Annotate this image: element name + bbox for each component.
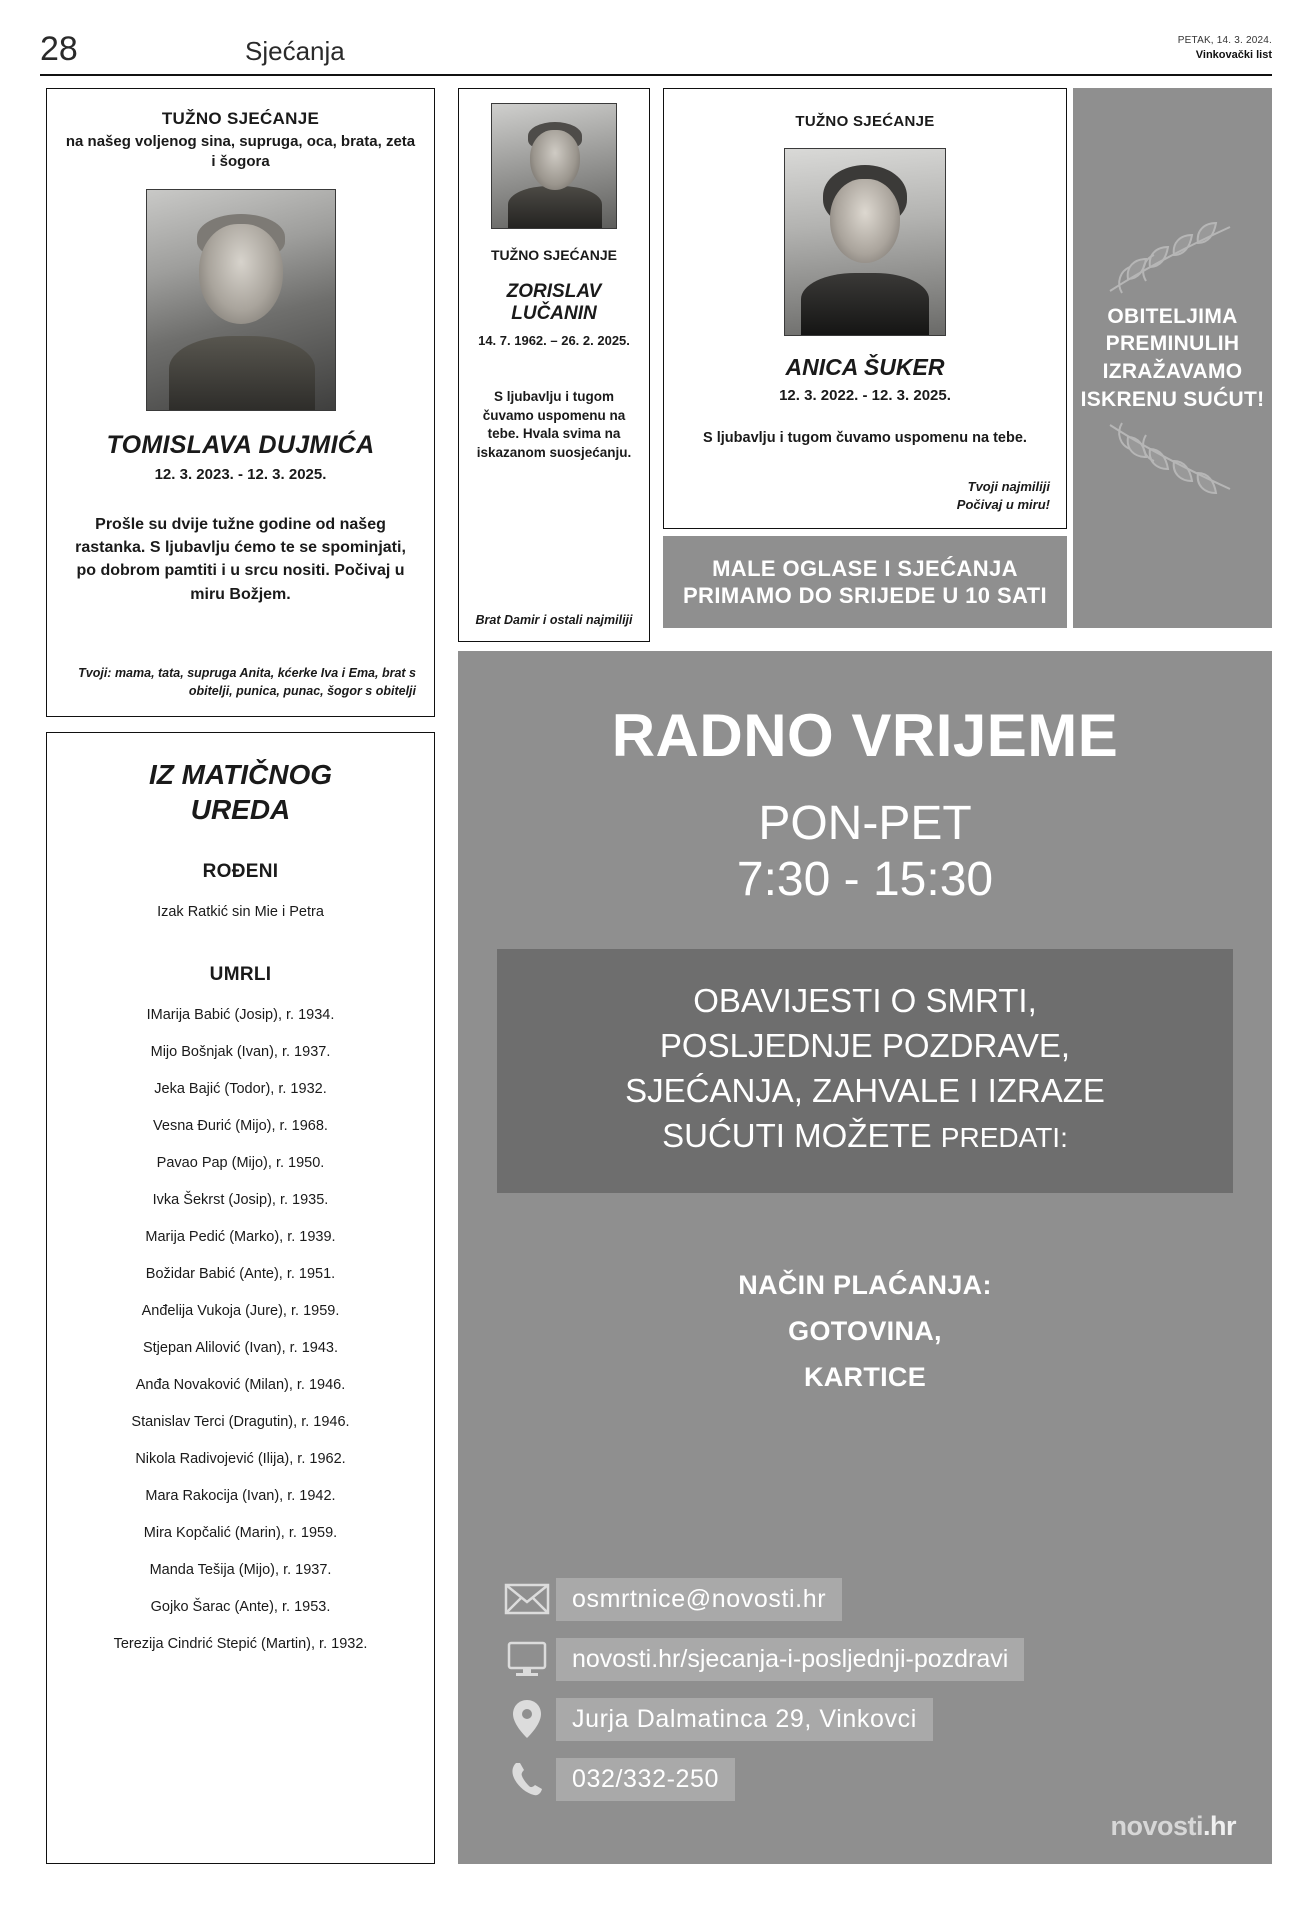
contact-row-website	[498, 1636, 1232, 1682]
deceased-dates: 12. 3. 2022. - 12. 3. 2025.	[779, 387, 951, 404]
header-meta	[1178, 34, 1272, 62]
laurel-branch-icon	[1098, 213, 1248, 303]
ad-notice-box	[497, 949, 1233, 1193]
list-item: Marija Pedić (Marko), r. 1939.	[145, 1229, 336, 1245]
ad-notice-line-4b: PREDATI:	[940, 1121, 1068, 1153]
ad-notice-line-1: OBAVIJESTI O SMRTI,	[693, 982, 1037, 1020]
list-item: Jeka Bajić (Todor), r. 1932.	[154, 1081, 327, 1097]
contact-phone[interactable]: 032/332-250	[556, 1758, 735, 1801]
obituary-text: S ljubavlju i tugom čuvamo uspomenu na tebe.	[703, 430, 1027, 446]
contact-address[interactable]: Jurja Dalmatinca 29, Vinkovci	[556, 1698, 933, 1741]
condolence-line-1: OBITELJIMA	[1107, 304, 1238, 328]
contact-row-email	[498, 1576, 1232, 1622]
portrait-photo	[146, 189, 336, 411]
header-divider	[40, 74, 1272, 76]
deceased-name	[471, 281, 637, 325]
obituary-heading: TUŽNO SJEĆANJE	[161, 109, 320, 128]
location-pin-icon	[498, 1696, 556, 1742]
ad-payment-option-1: GOTOVINA,	[788, 1315, 942, 1346]
registry-office-section	[46, 732, 435, 1864]
registry-title-line2: UREDA	[190, 794, 291, 825]
list-item: Ivka Šekrst (Josip), r. 1935.	[152, 1192, 329, 1208]
list-item: IMarija Babić (Josip), r. 1934.	[146, 1007, 335, 1023]
laurel-branch-icon	[1098, 413, 1248, 503]
condolence-line-4: ISKRENU SUĆUT!	[1080, 387, 1265, 411]
ad-payment-block	[494, 1263, 1236, 1401]
ad-title: RADNO VRIJEME	[611, 702, 1119, 769]
banner-male-oglase	[663, 536, 1067, 628]
obituary-heading: TUŽNO SJEĆANJE	[490, 247, 618, 263]
advertisement-panel	[458, 651, 1272, 1864]
ad-notice-line-3: SJEĆANJA, ZAHVALE I IZRAZE	[625, 1072, 1105, 1110]
deceased-name: ANICA ŠUKER	[785, 354, 945, 380]
novosti-logo	[1110, 1811, 1236, 1842]
contact-website[interactable]: novosti.hr/sjecanja-i-posljednji-pozdravi	[556, 1638, 1024, 1681]
obituary-card-suker	[663, 88, 1067, 529]
banner-line-2: PRIMAMO DO SRIJEDE U 10 SATI	[682, 583, 1048, 608]
ad-working-hours: 7:30 - 15:30	[736, 852, 994, 906]
list-item: Izak Ratkić sin Mie i Petra	[157, 904, 324, 920]
ad-notice-line-4a: SUĆUTI MOŽETE	[662, 1116, 932, 1154]
obituary-text: Prošle su dvije tužne godine od našeg rastanka. S ljubavlju ćemo te se spominjati, po dobrom pamtiti i u srcu nositi. Počivaj u miru Božjem.	[75, 516, 406, 603]
list-item: Nikola Radivojević (Ilija), r. 1962.	[135, 1451, 346, 1467]
monitor-icon	[498, 1636, 556, 1682]
deceased-dates: 12. 3. 2023. - 12. 3. 2025.	[154, 466, 327, 483]
contact-row-address	[498, 1696, 1232, 1742]
list-item: Mara Rakocija (Ivan), r. 1942.	[145, 1488, 336, 1504]
list-item: Mijo Bošnjak (Ivan), r. 1937.	[150, 1044, 331, 1060]
condolence-line-3: IZRAŽAVAMO	[1102, 360, 1243, 383]
ad-working-days: PON-PET	[758, 797, 972, 850]
registry-born-heading: ROĐENI	[202, 861, 279, 882]
logo-text: novosti	[1110, 1811, 1203, 1841]
page-title: Sjećanja	[245, 36, 345, 66]
registry-died-list	[65, 1007, 416, 1652]
ad-payment-heading: NAČIN PLAĆANJA:	[738, 1269, 992, 1300]
signature-line1: Tvoji najmiliji	[967, 478, 1050, 494]
deceased-name-line1: ZORISLAV	[506, 281, 602, 302]
registry-died-heading: UMRLI	[209, 964, 272, 985]
obituary-subheading: na našeg voljenog sina, supruga, oca, brata, zeta i šogora	[65, 133, 416, 170]
deceased-name-line2: LUČANIN	[511, 302, 597, 324]
list-item: Manda Tešija (Mijo), r. 1937.	[149, 1562, 332, 1578]
envelope-icon	[498, 1576, 556, 1622]
paper-name: Vinkovački list	[1195, 48, 1272, 61]
portrait-photo	[784, 148, 946, 336]
ad-contacts	[498, 1562, 1232, 1802]
obituary-signature: Tvoji: mama, tata, supruga Anita, kćerke Iva i Ema, brat s obitelji, punica, punac, šogor s obitelji	[78, 665, 416, 698]
list-item: Stanislav Terci (Dragutin), r. 1946.	[131, 1414, 350, 1430]
list-item: Pavao Pap (Mijo), r. 1950.	[156, 1155, 325, 1171]
page-number: 28	[40, 30, 78, 68]
list-item: Terezija Cindrić Stepić (Martin), r. 1932.	[113, 1636, 368, 1652]
ad-notice-line-2: POSLJEDNJE POZDRAVE,	[659, 1027, 1071, 1065]
registry-born-list	[65, 904, 416, 920]
issue-date: PETAK, 14. 3. 2024.	[1177, 35, 1272, 46]
obituary-text: S ljubavlju i tugom čuvamo uspomenu na tebe. Hvala svima na iskazanom suosjećanju.	[476, 388, 632, 461]
condolence-text	[1073, 303, 1272, 414]
registry-title-line1: IZ MATIČNOG	[148, 759, 332, 790]
obituary-card-lucanin	[458, 88, 650, 642]
logo-suffix: .hr	[1202, 1811, 1236, 1841]
condolence-line-2: PREMINULIH	[1105, 332, 1240, 356]
obituary-signature	[957, 478, 1050, 514]
phone-icon	[498, 1756, 556, 1802]
list-item: Božidar Babić (Ante), r. 1951.	[145, 1266, 336, 1282]
ad-notice-line-4	[517, 1114, 1213, 1159]
list-item: Vesna Đurić (Mijo), r. 1968.	[153, 1118, 328, 1134]
list-item: Mira Kopčalić (Marin), r. 1959.	[143, 1525, 338, 1541]
portrait-photo	[491, 103, 617, 229]
condolence-box	[1073, 88, 1272, 628]
list-item: Gojko Šarac (Ante), r. 1953.	[150, 1599, 331, 1615]
obituary-card-dujmic	[46, 88, 435, 717]
deceased-dates: 14. 7. 1962. – 26. 2. 2025.	[478, 332, 630, 348]
list-item: Anđelija Vukoja (Jure), r. 1959.	[141, 1303, 340, 1319]
registry-title	[65, 757, 416, 827]
obituary-signature: Brat Damir i ostali najmiliji	[475, 613, 633, 627]
list-item: Stjepan Alilović (Ivan), r. 1943.	[142, 1340, 339, 1356]
ad-payment-option-2: KARTICE	[803, 1361, 927, 1392]
contact-row-phone	[498, 1756, 1232, 1802]
obituary-heading: TUŽNO SJEĆANJE	[795, 113, 935, 130]
deceased-name: TOMISLAVA DUJMIĆA	[106, 431, 375, 459]
page-header	[40, 28, 1272, 74]
banner-line-1: MALE OGLASE I SJEĆANJA	[712, 555, 1018, 581]
signature-line2: Počivaj u miru!	[956, 496, 1050, 512]
list-item: Anđa Novaković (Milan), r. 1946.	[135, 1377, 346, 1393]
contact-email[interactable]: osmrtnice@novosti.hr	[556, 1578, 842, 1621]
